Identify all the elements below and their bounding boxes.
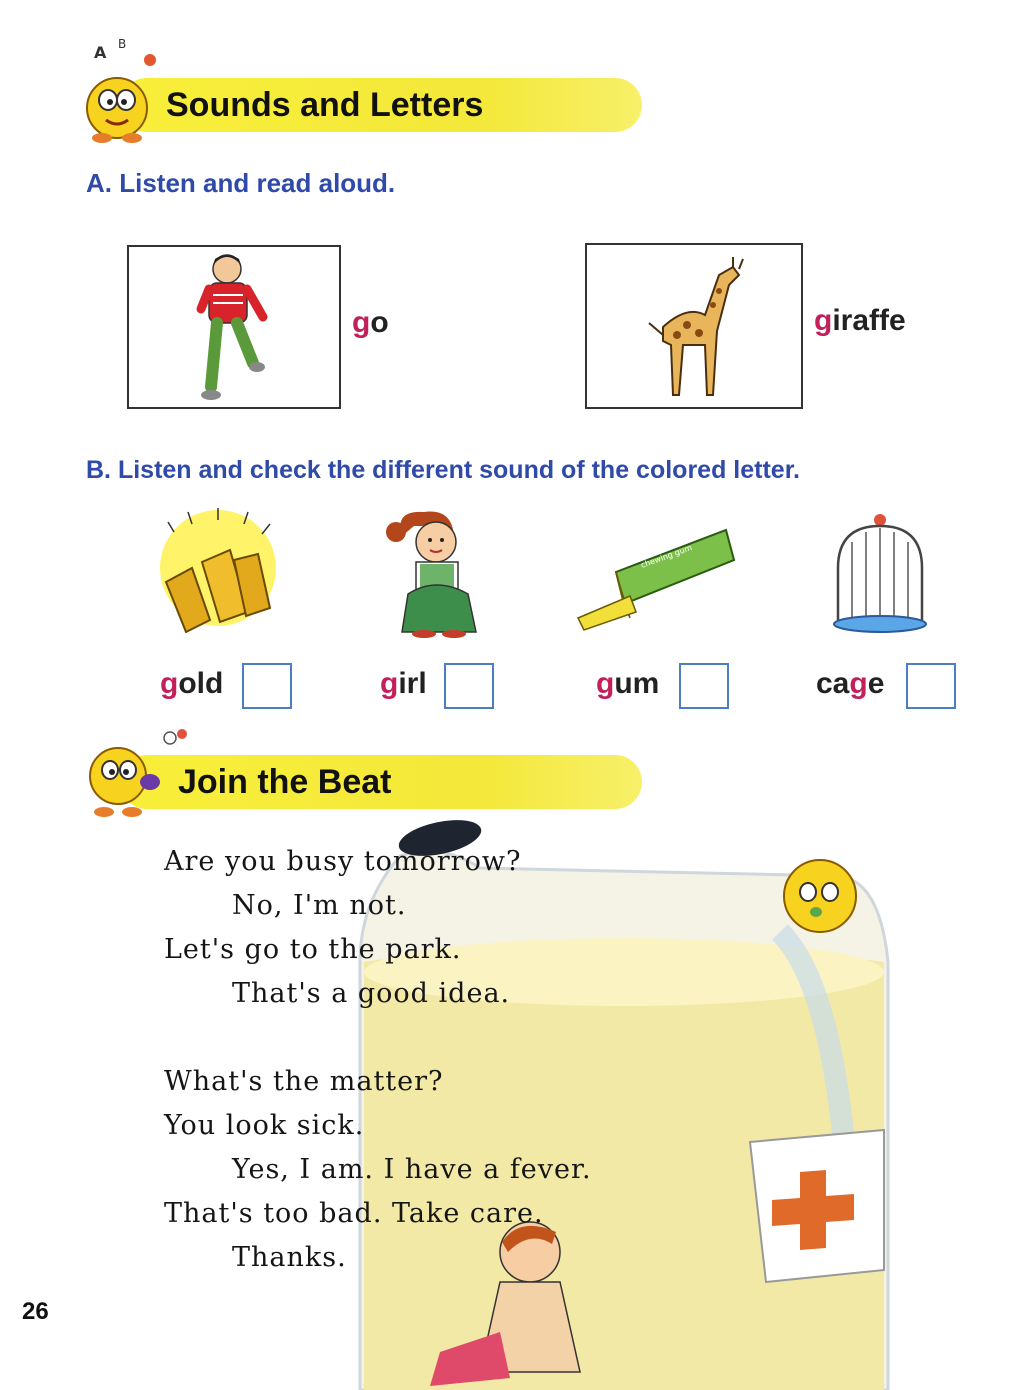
picture-go bbox=[127, 245, 341, 409]
chewing-gum-icon bbox=[576, 522, 740, 632]
poem-line: No, I'm not. bbox=[232, 890, 407, 921]
instruction-a: A. Listen and read aloud. bbox=[86, 168, 396, 198]
svg-text:A: A bbox=[94, 43, 107, 62]
word-gold: gold bbox=[160, 667, 224, 700]
poem-line: Yes, I am. I have a fever. bbox=[232, 1154, 592, 1185]
word-gum: gum bbox=[596, 667, 660, 700]
boy-walking-icon bbox=[129, 247, 339, 407]
checkbox-girl[interactable] bbox=[444, 663, 494, 709]
poem-line: What's the matter? bbox=[164, 1066, 444, 1097]
bird-cage-icon bbox=[830, 512, 930, 636]
poem-line: Let's go to the park. bbox=[164, 934, 462, 965]
giraffe-icon bbox=[587, 245, 801, 407]
word-cage: cage bbox=[816, 667, 885, 700]
svg-text:B: B bbox=[118, 37, 127, 51]
instruction-b: B. Listen and check the different sound of the colored letter. bbox=[86, 456, 800, 484]
poem-line: You look sick. bbox=[164, 1110, 365, 1141]
page-number: 26 bbox=[22, 1298, 49, 1325]
mascot-letters-icon bbox=[72, 36, 172, 146]
gold-bars-icon bbox=[148, 508, 288, 638]
word-giraffe: giraffe bbox=[814, 304, 906, 337]
picture-giraffe bbox=[585, 243, 803, 409]
checkbox-cage[interactable] bbox=[906, 663, 956, 709]
gum-pack-text: chewing gum bbox=[639, 543, 694, 570]
section-title-sounds: Sounds and Letters bbox=[166, 86, 484, 124]
section-title-beat: Join the Beat bbox=[178, 763, 392, 801]
checkbox-gold[interactable] bbox=[242, 663, 292, 709]
mascot-music-icon bbox=[74, 724, 194, 824]
checkbox-gum[interactable] bbox=[679, 663, 729, 709]
poem-line: That's too bad. Take care. bbox=[164, 1198, 544, 1229]
girl-icon bbox=[384, 506, 494, 638]
poem-line: That's a good idea. bbox=[232, 978, 511, 1009]
word-go: go bbox=[352, 306, 389, 339]
word-girl: girl bbox=[380, 667, 427, 700]
poem-line: Are you busy tomorrow? bbox=[164, 846, 522, 877]
poem-line: Thanks. bbox=[232, 1242, 347, 1273]
